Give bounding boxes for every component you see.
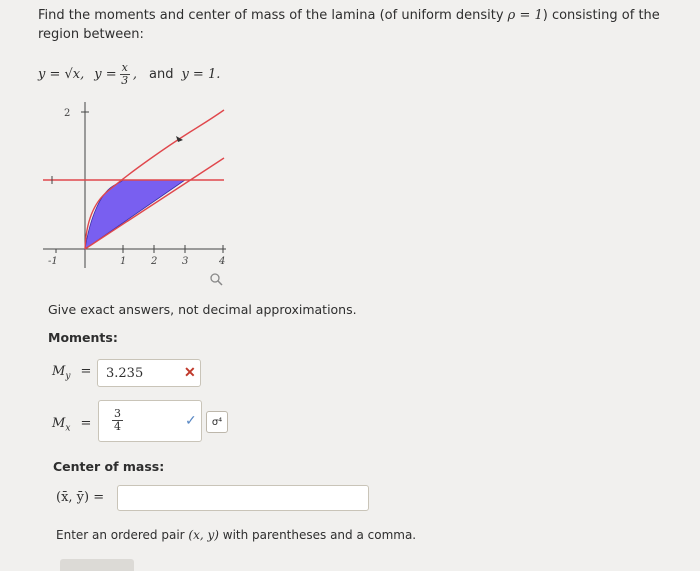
mx-numerator: 3 [114,407,121,420]
x-tick-label-3: 3 [182,256,189,267]
question-text [38,6,678,44]
density-formula: ρ = 1 [507,8,543,23]
hint-prefix: Enter an ordered pair [56,528,189,542]
region-equations [38,62,220,87]
question-prefix: Find the moments and center of mass of the lamina (of uniform density [38,8,508,23]
mx-denominator: 4 [114,420,121,433]
submit-button[interactable] [60,559,134,571]
equation-linear-left: y = [94,67,117,82]
fraction-numerator: x [121,61,128,74]
x-tick-label-2: 2 [151,256,158,267]
center-label: (x̄, ȳ) = [56,490,105,505]
y-tick-label-2: 2 [64,108,71,119]
x-tick-label-1: 1 [120,256,127,267]
equation-comma: , [132,67,137,82]
correct-check-icon: ✓ [185,413,197,429]
mx-input[interactable] [98,400,202,442]
x-tick-label-neg1: -1 [48,256,58,267]
my-input-value: 3.235 [106,366,144,381]
mx-fraction [112,408,123,433]
mx-subscript: x [65,423,71,434]
my-symbol: M [52,364,66,379]
my-label [52,364,91,382]
my-subscript: y [65,371,71,382]
zoom-icon[interactable] [209,272,223,286]
math-keyboard-icon[interactable]: σ⁴ [206,411,228,433]
my-equals: = [80,364,92,379]
mx-equals: = [80,416,92,431]
incorrect-icon: ✕ [184,365,196,381]
center-of-mass-heading: Center of mass: [53,459,165,474]
my-input[interactable] [97,359,201,387]
equation-sqrt: y = √x, [38,67,85,82]
hint-pair: (x, y) [188,528,219,542]
hint-suffix: with parentheses and a comma. [218,528,417,542]
center-of-mass-input[interactable] [117,485,369,511]
mx-symbol: M [52,416,66,431]
region-graph [38,98,238,288]
equation-horizontal: y = 1. [181,67,221,82]
x-tick-label-4: 4 [219,256,226,267]
equation-fraction [120,62,130,87]
and-text: and [148,67,174,82]
question-suffix: ) consisting of the region between: [38,8,660,42]
fraction-denominator: 3 [121,74,129,87]
mx-label [52,416,91,434]
moments-heading: Moments: [48,330,118,345]
instructions-text: Give exact answers, not decimal approximations. [48,302,357,317]
hint-text [56,528,416,542]
